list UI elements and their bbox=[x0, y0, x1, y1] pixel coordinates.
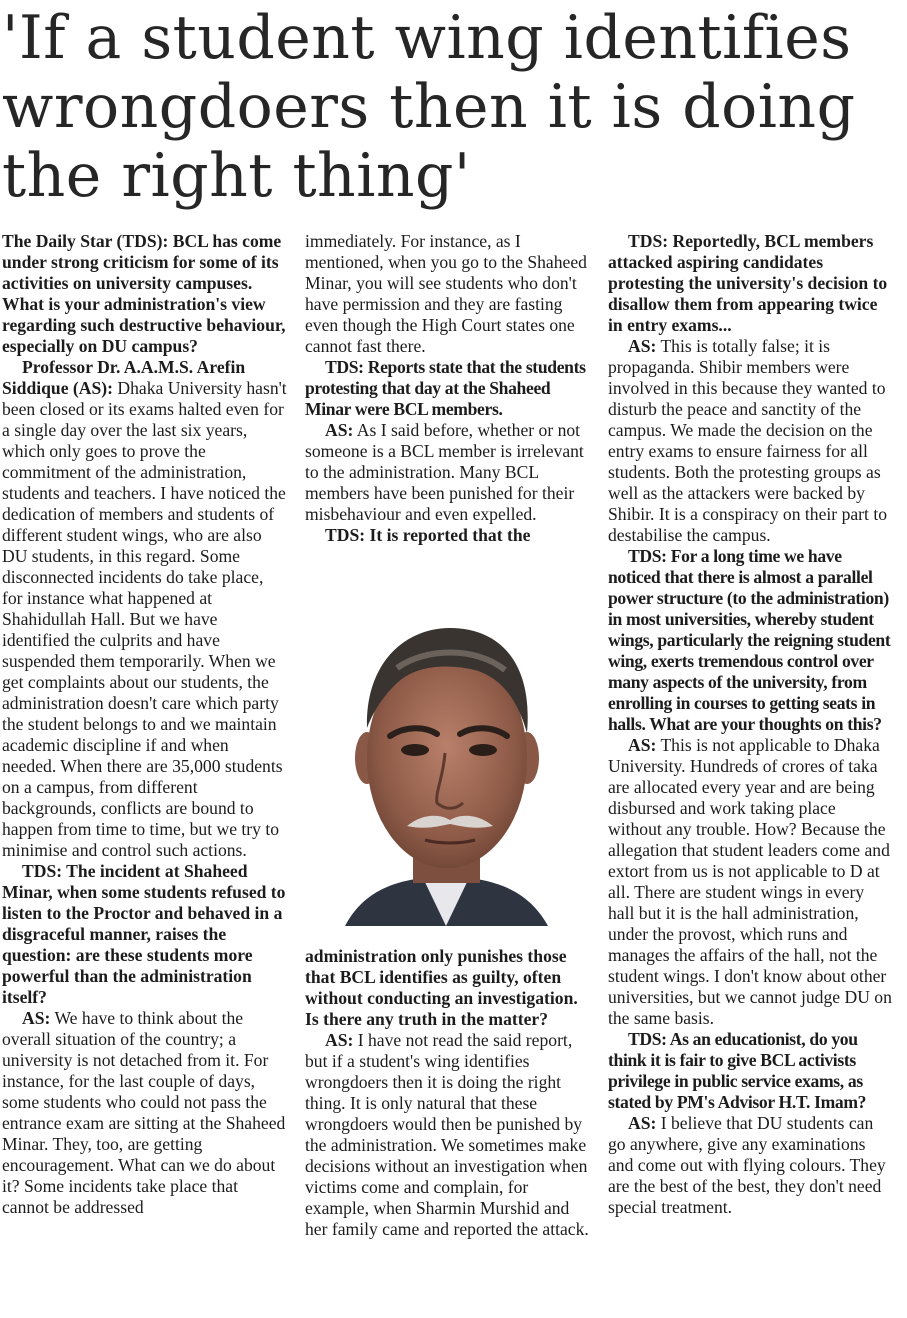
paragraph: AS: We have to think about the overall situation of the country; a university is not detached from it. For instance, for the last couple of days, some students who could not pass the entrance exam are sitting at the Shaheed Minar. They, too, are getting encouragement. What can we do about it? Some incidents take place that cannot be addressed bbox=[2, 1008, 286, 1217]
column-2-top bbox=[305, 231, 588, 546]
paragraph: TDS: Reportedly, BCL members attacked aspiring candidates protesting the university's decision to disallow them from appearing twice in entry exams... bbox=[608, 231, 888, 335]
paragraph: Professor Dr. A.A.M.S. Arefin Siddique (AS): Dhaka University hasn't been closed or its exams halted even for a single day over the last six years, which only goes to prove the commitment of the administration, students and teachers. I have noticed the dedication of members and students of different student wings, who are also DU students, in this regard. Some disconnected incidents do take place, for instance what happened at Shahidullah Hall. But we have identified the culprits and have suspended them temporarily. When we get complaints about our students, the administration doesn't care which party the student belongs to and we maintain academic discipline if and when needed. When there are 35,000 students on a campus, from different backgrounds, conflicts are bound to happen from time to time, but we try to minimise and control such actions. bbox=[2, 357, 287, 860]
paragraph: AS: I believe that DU students can go anywhere, give any examinations and come out with flying colours. They are the best of the best, they don't need special treatment. bbox=[608, 1113, 886, 1217]
paragraph: TDS: As an educationist, do you think it is fair to give BCL activists privilege in public service exams, as stated by PM's Advisor H.T. Imam? bbox=[608, 1029, 867, 1112]
paragraph: AS: As I said before, whether or not someone is a BCL member is irrelevant to the administration. Many BCL members have been punished for their misbehaviour and even expelled. bbox=[305, 420, 584, 524]
portrait-illustration bbox=[305, 608, 588, 926]
paragraph: immediately. For instance, as I mentioned, when you go to the Shaheed Minar, you will see students who don't have permission and they are fasting even though the High Court states one cannot fast there. bbox=[305, 231, 587, 356]
paragraph: AS: This is not applicable to Dhaka University. Hundreds of crores of taka are allocated every year and are being disbursed and work taking place without any trouble. How? Because the allegation that student leaders come and extort from us is not applicable to D at all. There are student wings in every hall but it is the hall administration, under the provost, which runs and manages the affairs of the hall, not the student wings. I don't know about other universities, but we cannot judge DU on the same basis. bbox=[608, 735, 892, 1028]
paragraph: TDS: The incident at Shaheed Minar, when some students refused to listen to the Proctor and behaved in a disgraceful manner, raises the question: are these students more powerful than the administration itself? bbox=[2, 861, 286, 1007]
column-3 bbox=[608, 231, 893, 1218]
portrait-photo bbox=[305, 608, 588, 926]
column-1 bbox=[2, 231, 287, 1218]
paragraph: AS: This is totally false; it is propaganda. Shibir members were involved in this because they wanted to disturb the peace and sanctity of the campus. We made the decision on the entry exams to ensure fairness for all students. Both the protesting groups as well as the attackers were backed by Shibir. It is a conspiracy on their part to destabilise the campus. bbox=[608, 336, 887, 545]
column-2-bottom bbox=[305, 946, 590, 1240]
paragraph: administration only punishes those that BCL identifies as guilty, often without conducting an investigation. Is there any truth in the matter? bbox=[305, 946, 578, 1029]
paragraph: TDS: For a long time we have noticed that there is almost a parallel power structure (to the administration) in most universities, whereby student wings, particularly the reigning student wing, exerts tremendous control over many aspects of the university, from enrolling in courses to getting seats in halls. What are your thoughts on this? bbox=[608, 546, 891, 734]
paragraph: TDS: It is reported that the bbox=[325, 525, 531, 545]
paragraph: TDS: Reports state that the students protesting that day at the Shaheed Minar were BCL members. bbox=[305, 357, 586, 419]
paragraph: The Daily Star (TDS): BCL has come under strong criticism for some of its activities on university campuses. What is your administration's view regarding such destructive behaviour, especially on DU campus? bbox=[2, 231, 286, 356]
paragraph: AS: I have not read the said report, but if a student's wing identifies wrongdoers then it is doing the right thing. It is only natural that these wrongdoers would then be punished by the administration. We sometimes make decisions without an investigation when victims come and complain, for example, when Sharmin Murshid and her family came and reported the attack. bbox=[305, 1030, 589, 1239]
headline: 'If a student wing identifies wrongdoers then it is doing the right thing' bbox=[2, 3, 856, 211]
